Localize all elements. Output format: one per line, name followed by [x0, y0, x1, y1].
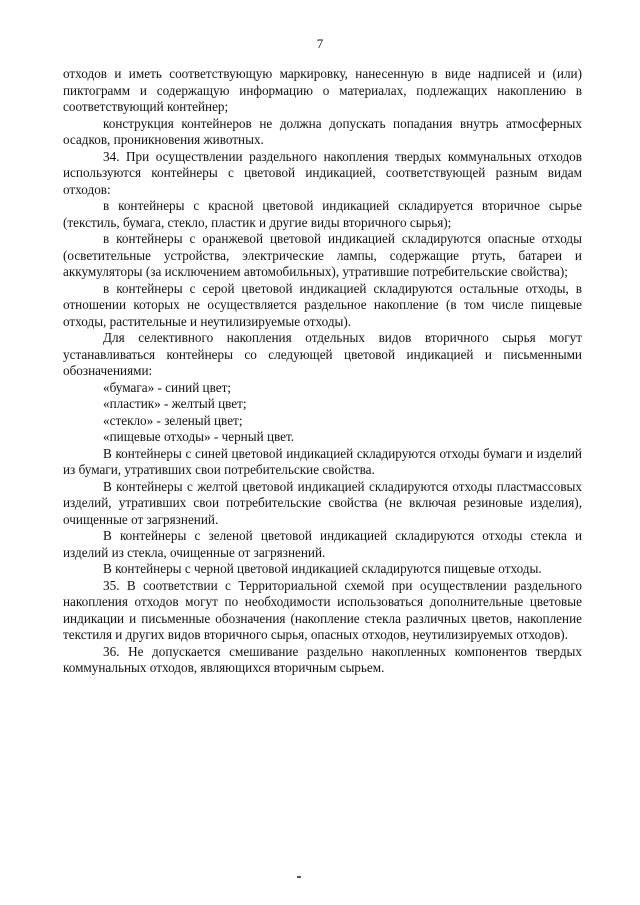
paragraph-item-35: 35. В соответствии с Территориальной схемой при осуществлении раздельного накопления отходов могут по необходимости использоваться дополнительные цветовые индикации и письменные обозначения (накопление стекла различных цветов, накопление текстиля и других видов вторичного сырья, опасных отходов, неутилизируемых отходов). [63, 577, 582, 642]
paragraph-selective: Для селективного накопления отдельных видов вторичного сырья могут устанавливаться контейнеры со следующей цветовой индикацией и письменными обозначениями: [63, 330, 582, 378]
paragraph-continuation: отходов и иметь соответствующую маркировку, нанесенную в виде надписей и (или) пиктограмм и содержащую информацию о материалах, подлежащих накоплению в соответствующий контейнер; [63, 66, 582, 114]
list-item-glass: «стекло» - зеленый цвет; [103, 412, 243, 428]
scan-mark [297, 876, 301, 878]
document-body [63, 66, 582, 677]
page-number: 7 [316, 36, 324, 51]
list-item-plastic: «пластик» - желтый цвет; [103, 396, 247, 411]
paragraph-gray-container: в контейнеры с серой цветовой индикацией складируются остальные отходы, в отношении которых не осуществляется раздельное накопление (в том числе пищевые отходы, растительные и неутилизируемые отходы). [63, 280, 582, 329]
paragraph-orange-container: в контейнеры с оранжевой цветовой индикацией складируются опасные отходы (осветительные устройства, электрические лампы, содержащие ртуть, батареи и аккумуляторы (за исключением автомобильных), утратившие потребительские свойства); [63, 231, 582, 279]
paragraph-red-container: в контейнеры с красной цветовой индикацией складируется вторичное сырье (текстиль, бумага, стекло, пластик и другие виды вторичного сырья); [63, 198, 582, 230]
paragraph-green-container: В контейнеры с зеленой цветовой индикацией складируются отходы стекла и изделий из стекла, очищенные от загрязнений. [63, 528, 582, 560]
paragraph-item-34: 34. При осуществлении раздельного накопления твердых коммунальных отходов используются контейнеры с цветовой индикацией, соответствующей разным видам отходов: [63, 148, 582, 197]
paragraph-item-36: 36. Не допускается смешивание раздельно накопленных компонентов твердых коммунальных отходов, являющихся вторичным сырьем. [63, 643, 582, 675]
paragraph-black-container: В контейнеры с черной цветовой индикацией складируются пищевые отходы. [103, 561, 542, 576]
list-item-paper: «бумага» - синий цвет; [103, 379, 232, 395]
paragraph: конструкция контейнеров не должна допускать попадания внутрь атмосферных осадков, проникновения животных. [63, 115, 582, 147]
list-item-food: «пищевые отходы» - черный цвет. [103, 429, 295, 444]
paragraph-blue-container: В контейнеры с синей цветовой индикацией складируются отходы бумаги и изделий из бумаги, утративших свои потребительские свойства. [63, 445, 582, 477]
paragraph-yellow-container: В контейнеры с желтой цветовой индикацией складируются отходы пластмассовых изделий, утративших свои потребительские свойства (не включая резиновые изделия), очищенные от загрязнений. [63, 478, 582, 527]
